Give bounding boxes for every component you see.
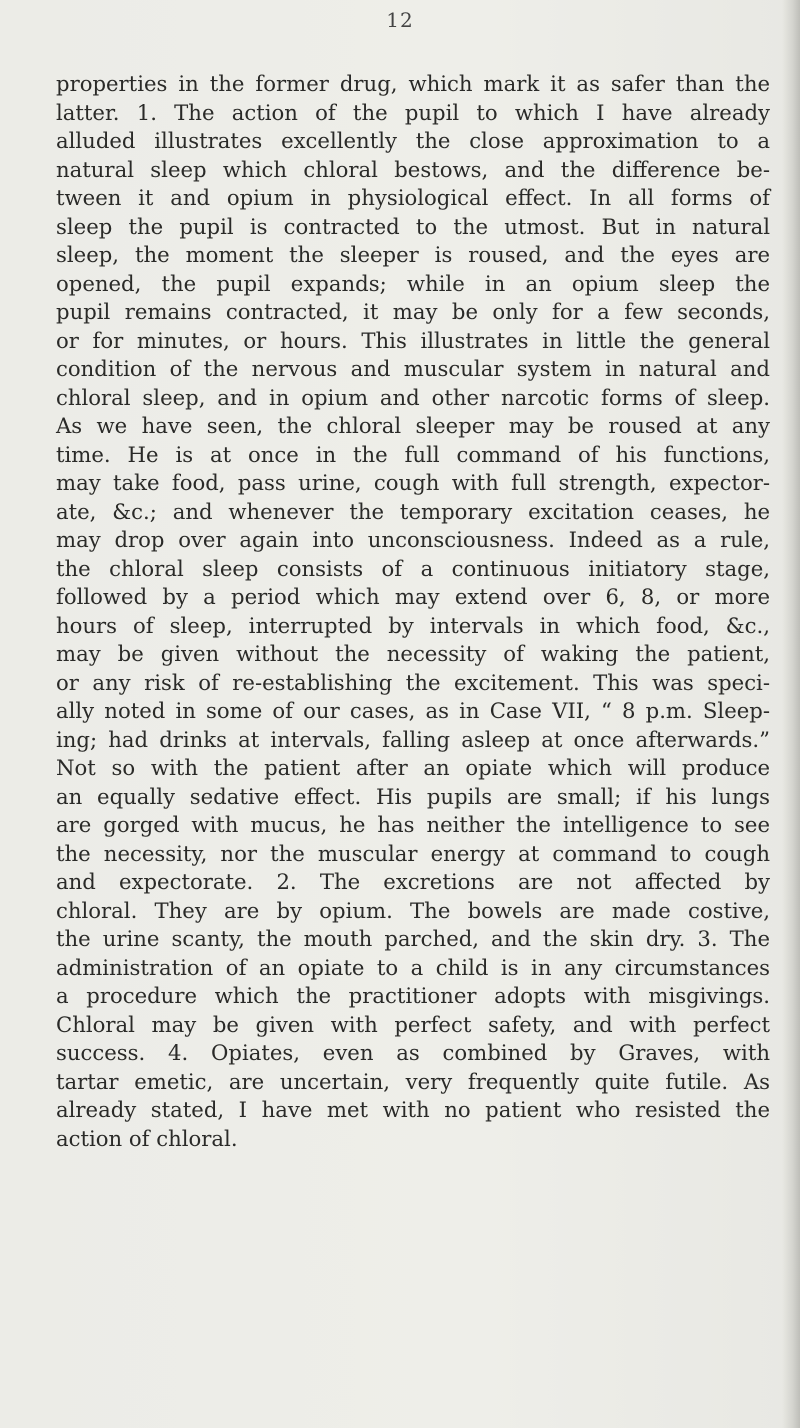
text-line: may take food, pass urine, cough with full strength, expector- xyxy=(56,470,770,495)
text-line: ate, &c.; and whenever the temporary excitation ceases, he xyxy=(56,498,770,524)
page-number: 12 xyxy=(386,8,414,32)
text-line: chloral. They are by opium. The bowels are made costive, xyxy=(56,897,770,923)
text-line: may be given without the necessity of waking the patient, xyxy=(56,641,770,666)
text-line: tartar emetic, are uncertain, very frequently quite futile. As xyxy=(56,1068,770,1094)
text-line: followed by a period which may extend over 6, 8, or more xyxy=(56,584,770,609)
text-line: or any risk of re-establishing the excitement. This was speci- xyxy=(56,669,770,695)
text-line: and expectorate. 2. The excretions are not affected by xyxy=(56,869,770,894)
text-line: properties in the former drug, which mark it as safer than the xyxy=(56,71,770,96)
text-line: an equally sedative effect. His pupils are small; if his lungs xyxy=(56,783,770,809)
body-paragraph xyxy=(56,70,770,1153)
text-line: the urine scanty, the mouth parched, and the skin dry. 3. The xyxy=(56,926,770,951)
text-line: the chloral sleep consists of a continuous initiatory stage, xyxy=(56,555,770,581)
text-line: ing; had drinks at intervals, falling asleep at once afterwards.” xyxy=(56,726,770,752)
text-line: sleep, the moment the sleeper is roused, and the eyes are xyxy=(56,242,770,267)
text-line: opened, the pupil expands; while in an opium sleep the xyxy=(56,270,770,296)
text-line: As we have seen, the chloral sleeper may be roused at any xyxy=(56,413,770,438)
text-line: may drop over again into unconsciousness. Indeed as a rule, xyxy=(56,527,770,552)
text-line: already stated, I have met with no patient who resisted the xyxy=(56,1097,770,1122)
text-line: success. 4. Opiates, even as combined by Graves, with xyxy=(56,1040,770,1065)
text-line: ally noted in some of our cases, as in Case VII, “ 8 p.m. Sleep- xyxy=(56,698,770,723)
text-line: action of chloral. xyxy=(56,1125,238,1151)
text-line: a procedure which the practitioner adopts with misgivings. xyxy=(56,983,770,1008)
text-line: the necessity, nor the muscular energy at command to cough xyxy=(56,840,770,866)
text-line: condition of the nervous and muscular system in natural and xyxy=(56,356,770,381)
text-line: hours of sleep, interrupted by intervals in which food, &c., xyxy=(56,612,770,638)
text-line: latter. 1. The action of the pupil to which I have already xyxy=(56,99,770,125)
text-line: Chloral may be given with perfect safety, and with perfect xyxy=(56,1011,770,1037)
text-line: administration of an opiate to a child is in any circumstances xyxy=(56,954,770,980)
text-line: natural sleep which chloral bestows, and the difference be- xyxy=(56,156,770,182)
text-line: Not so with the patient after an opiate which will produce xyxy=(56,755,770,780)
text-line: are gorged with mucus, he has neither the intelligence to see xyxy=(56,812,770,837)
text-line: tween it and opium in physiological effect. In all forms of xyxy=(56,185,770,210)
text-line: chloral sleep, and in opium and other narcotic forms of sleep. xyxy=(56,384,770,410)
page-edge-shadow xyxy=(782,0,800,1428)
text-line: time. He is at once in the full command of his functions, xyxy=(56,441,770,467)
text-line: sleep the pupil is contracted to the utmost. But in natural xyxy=(56,213,770,239)
text-line: alluded illustrates excellently the close approximation to a xyxy=(56,128,770,153)
text-line: pupil remains contracted, it may be only for a few seconds, xyxy=(56,299,770,324)
text-line: or for minutes, or hours. This illustrates in little the general xyxy=(56,327,770,353)
